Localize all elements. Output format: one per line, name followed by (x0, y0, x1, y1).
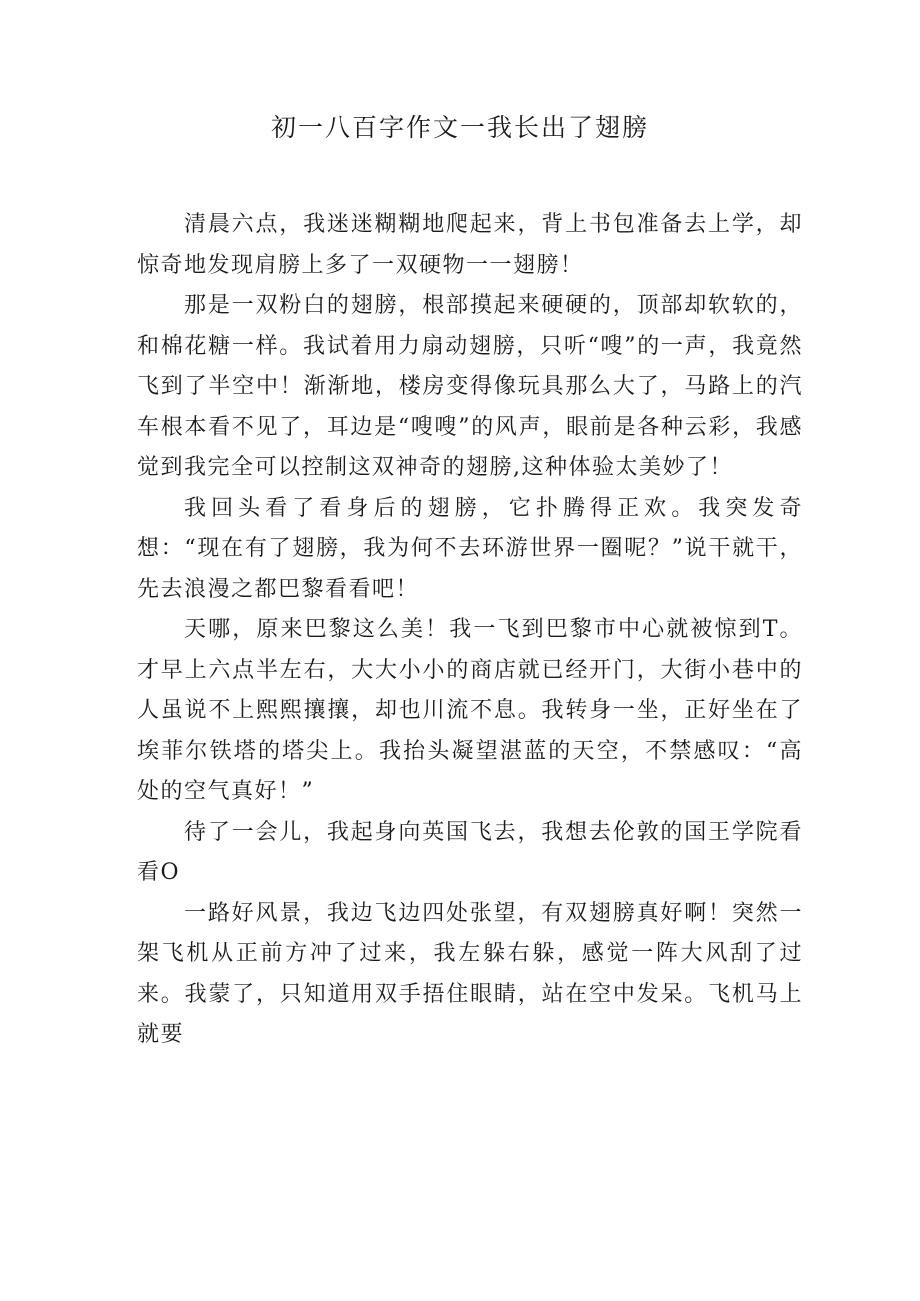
paragraph-5: 待了一会儿，我起身向英国飞去，我想去伦敦的国王学院看看O (137, 819, 803, 885)
paragraph-4: 天哪，原来巴黎这么美！我一飞到巴黎市中心就被惊到T。才早上六点半左右，大大小小的商店就已经开门，大街小巷中的人虽说不上熙熙攘攘，却也川流不息。我转身一坐，正好坐在了埃菲尔铁塔的塔尖上。我抬头凝望湛蓝的天空，不禁感叹：“高处的空气真好！” (137, 617, 803, 804)
paragraph-6: 一路好风景，我边飞边四处张望，有双翅膀真好啊！突然一架飞机从正前方冲了过来，我左躲右躲，感觉一阵大风刮了过来。我蒙了，只知道用双手捂住眼睛，站在空中发呆。飞机马上就要 (137, 900, 803, 1047)
document-body (137, 205, 803, 1056)
paragraph-3: 我回头看了看身后的翅膀，它扑腾得正欢。我突发奇想：“现在有了翅膀，我为何不去环游世界一圈呢？”说干就干，先去浪漫之都巴黎看看吧！ (137, 495, 803, 602)
paragraph-1: 清晨六点，我迷迷糊糊地爬起来，背上书包准备去上学，却惊奇地发现肩膀上多了一双硬物一一翅膀！ (137, 212, 803, 278)
document-title: 初一八百字作文一我长出了翅膀 (270, 113, 649, 142)
paragraph-2: 那是一双粉白的翅膀，根部摸起来硬硬的，顶部却软软的，和棉花糖一样。我试着用力扇动翅膀，只听“嗖”的一声，我竟然飞到了半空中！渐渐地，楼房变得像玩具那么大了，马路上的汽车根本看不见了，耳边是“嗖嗖”的风声，眼前是各种云彩，我感觉到我完全可以控制这双神奇的翅膀,这种体验太美妙了！ (137, 293, 803, 480)
